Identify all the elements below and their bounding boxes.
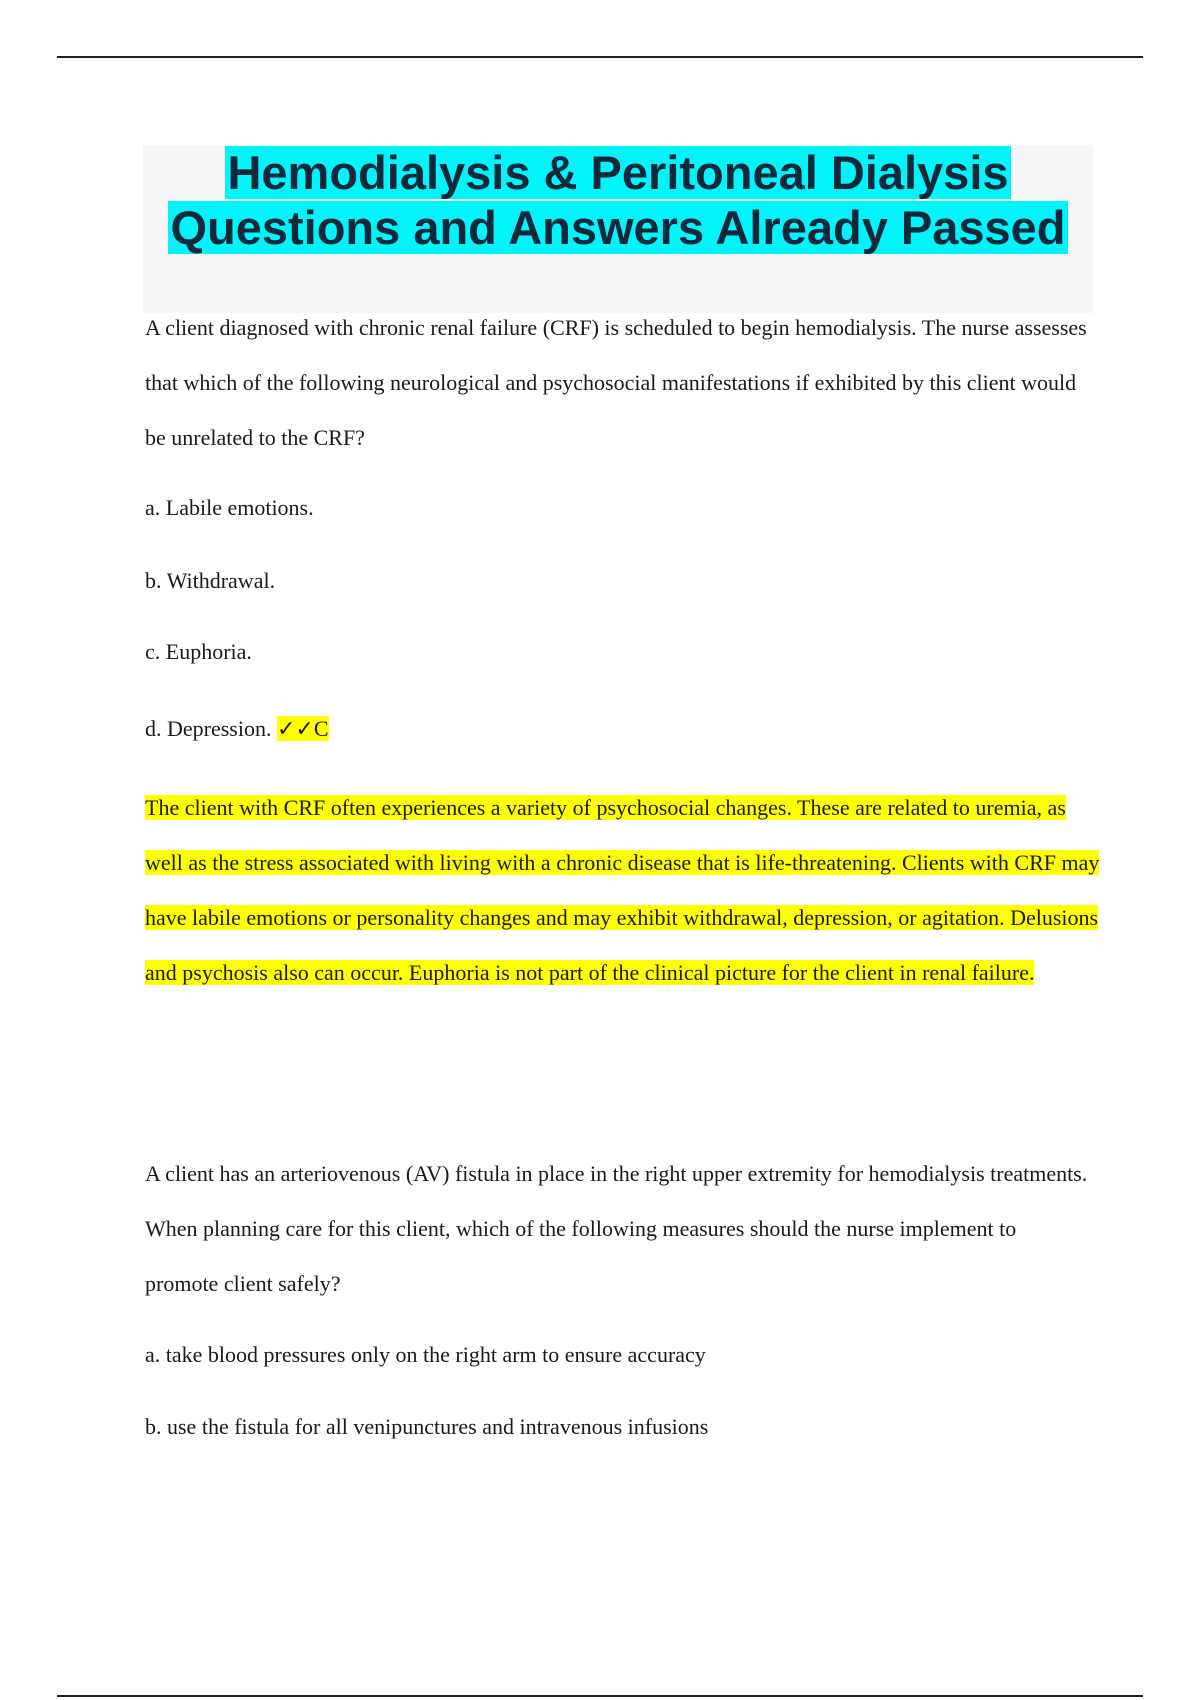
question-1-option-d-text: d. Depression. (145, 716, 272, 741)
rationale-text: The client with CRF often experiences a variety of psychosocial changes. These are related to uremia, as well as the stress associated with living with a chronic disease that is life-threatening. Clients with CRF may have labile emotions or personality changes and may exhibit withdrawal, depression, or agitation. Delusions and psychosis also can occur. Euphoria is not part of the clinical picture for the client in renal failure. (145, 795, 1100, 985)
title-line-2: Questions and Answers Already Passed (170, 201, 1066, 254)
bottom-rule (57, 1695, 1143, 1697)
document-title (143, 145, 1093, 255)
question-2-option-a: a. take blood pressures only on the right arm to ensure accuracy (145, 1342, 706, 1367)
question-1-option-d (145, 714, 329, 744)
question-1-rationale (145, 780, 1105, 1000)
question-1-stem: A client diagnosed with chronic renal failure (CRF) is scheduled to begin hemodialysis. The nurse assesses that which of the following neurological and psychosocial manifestations if exhibited by this client would be unrelated to the CRF? (145, 315, 1087, 450)
top-rule (57, 56, 1143, 58)
question-1-option-b: b. Withdrawal. (145, 568, 276, 593)
question-1-option-c: c. Euphoria. (145, 639, 252, 664)
title-line-1: Hemodialysis & Peritoneal Dialysis (227, 146, 1009, 199)
title-block (143, 145, 1093, 313)
question-2-option-b: b. use the fistula for all venipunctures and intravenous infusions (145, 1414, 709, 1439)
question-2-stem: A client has an arteriovenous (AV) fistula in place in the right upper extremity for hemodialysis treatments. When planning care for this client, which of the following measures should the nurse implement to promote client safely? (145, 1161, 1088, 1296)
answer-mark: ✓✓C (276, 716, 329, 741)
question-1-option-a: a. Labile emotions. (145, 495, 314, 520)
